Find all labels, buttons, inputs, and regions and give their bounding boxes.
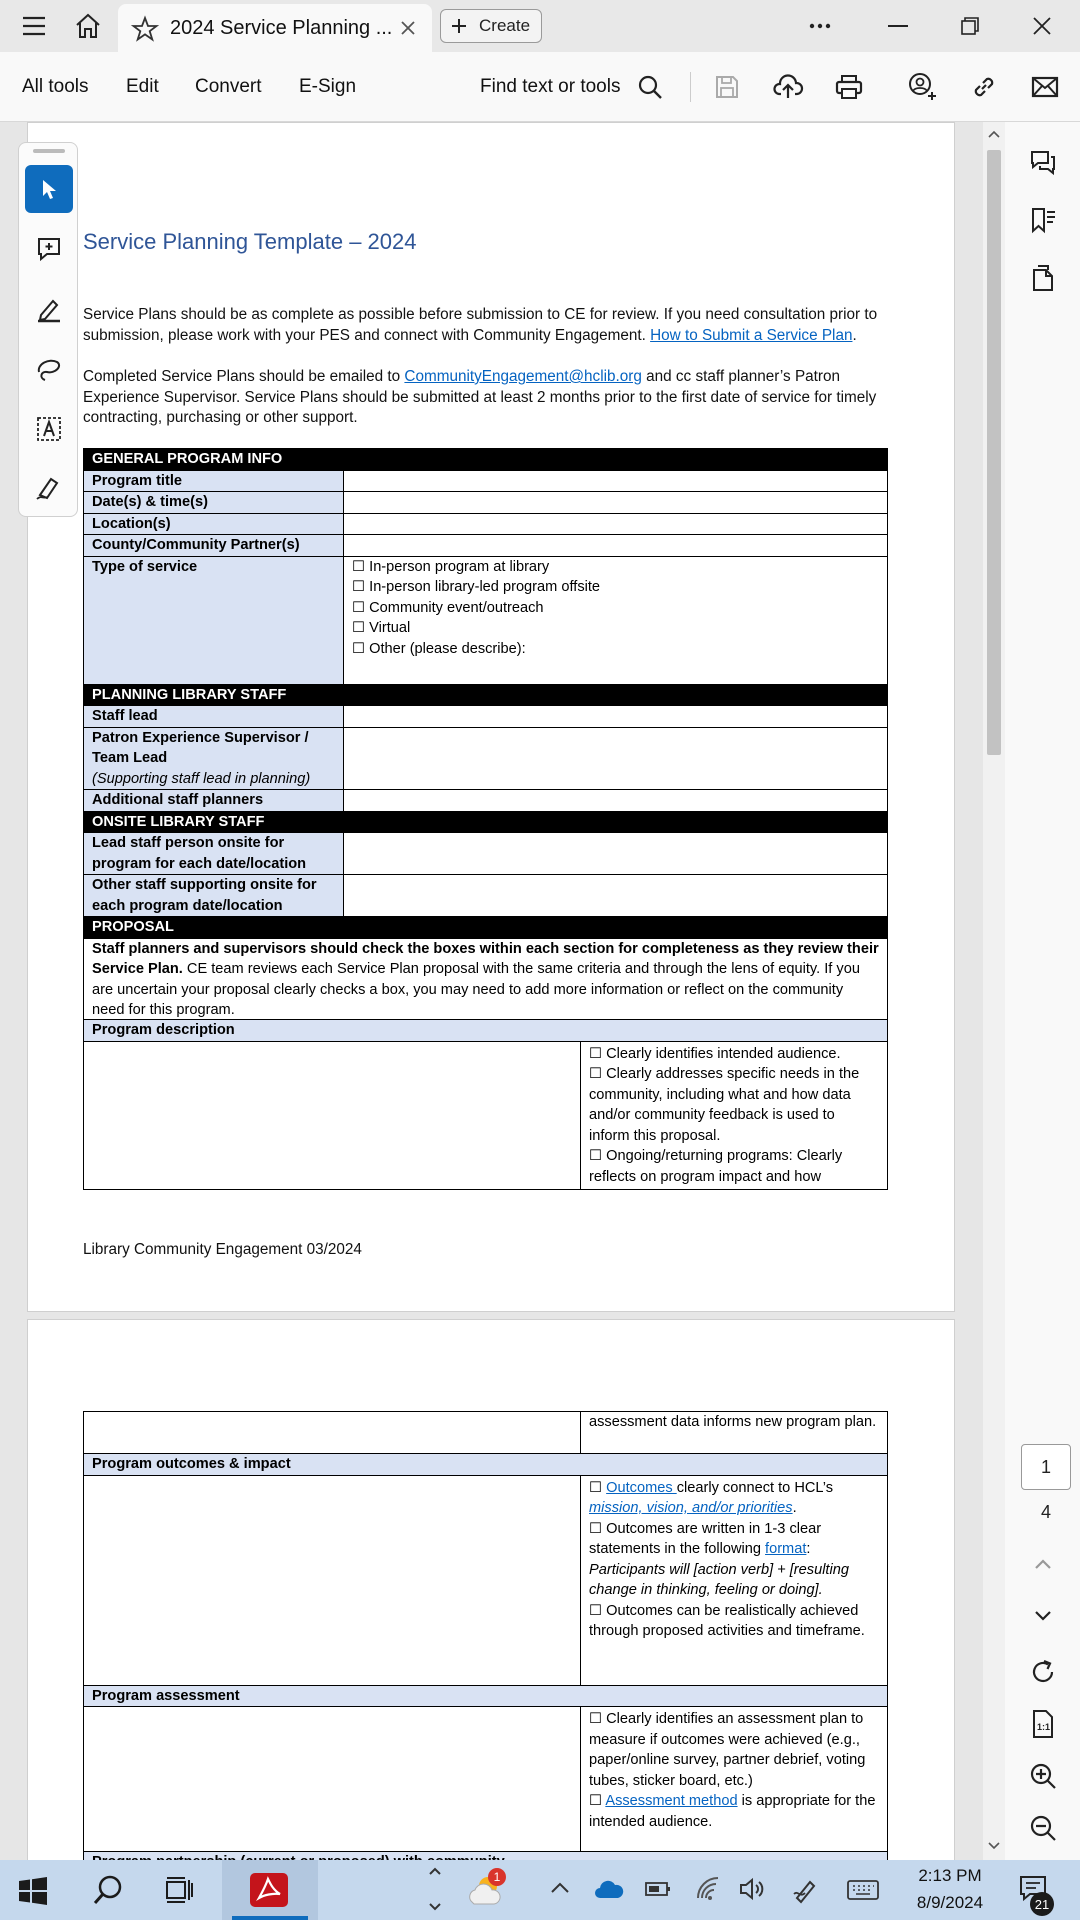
- next-page-icon[interactable]: [1023, 1596, 1063, 1636]
- onedrive-icon[interactable]: [594, 1878, 624, 1900]
- locations-label: Location(s): [84, 513, 344, 535]
- wifi-icon[interactable]: [694, 1876, 722, 1902]
- checklist-item[interactable]: ☐ Clearly identifies an assessment plan to measure if outcomes were achieved (e.g., paper/online survey, partner debrief, voting tubes, sticker board, etc.): [589, 1711, 866, 1789]
- bookmarks-icon[interactable]: [1023, 200, 1063, 240]
- email-link[interactable]: CommunityEngagement@hclib.org: [404, 368, 642, 385]
- checklist-item[interactable]: ☐ Ongoing/returning programs: Clearly reflects on program impact and how: [589, 1148, 843, 1185]
- zoom-out-icon[interactable]: [1023, 1808, 1063, 1848]
- volume-icon[interactable]: [738, 1876, 768, 1902]
- windows-taskbar: [0, 1860, 1080, 1920]
- checklist-item[interactable]: ☐ Clearly addresses specific needs in the community, including what and how data and/or community feedback is used to inform this proposal.: [589, 1066, 860, 1144]
- service-option-checkbox[interactable]: ☐ Other (please describe):: [352, 640, 526, 657]
- program-outcomes-field[interactable]: [84, 1475, 581, 1685]
- service-option-checkbox[interactable]: ☐ In-person program at library: [352, 558, 550, 575]
- minimize-icon[interactable]: [876, 0, 920, 52]
- zoom-in-icon[interactable]: [1023, 1756, 1063, 1796]
- taskbar-scroll-up-icon[interactable]: [428, 1866, 442, 1876]
- toolbar-divider: [690, 72, 691, 102]
- planning-staff-header: PLANNING LIBRARY STAFF: [84, 684, 888, 706]
- scroll-up-icon[interactable]: [988, 130, 1000, 138]
- notification-center-icon[interactable]: [1018, 1874, 1050, 1912]
- restore-icon[interactable]: [948, 0, 992, 52]
- program-description-table: [83, 1019, 888, 1190]
- program-title-field[interactable]: [344, 470, 888, 492]
- share-user-icon[interactable]: [904, 69, 940, 105]
- pes-field[interactable]: [344, 727, 888, 790]
- checklist-item[interactable]: ☐ Outcomes clearly connect to HCL’s mission, vision, and/or priorities.: [589, 1479, 833, 1516]
- additional-planners-label: Additional staff planners: [84, 790, 344, 812]
- create-button[interactable]: [440, 9, 542, 43]
- type-of-service-options: [344, 556, 888, 684]
- acrobat-taskbar-button[interactable]: [222, 1860, 318, 1920]
- proposal-instructions: Staff planners and supervisors should check the boxes within each section for completeness as they review their Service Plan. CE team reviews each Service Plan proposal with the same criteria and through the lens of equity. If you are uncertain your proposal clearly checks a box, you may need to add more information or reflect on the community need for this program.: [84, 938, 888, 1021]
- taskbar-scroll-down-icon[interactable]: [428, 1902, 442, 1912]
- dates-field[interactable]: [344, 492, 888, 514]
- general-program-info-header: GENERAL PROGRAM INFO: [84, 449, 888, 471]
- battery-icon[interactable]: [644, 1880, 672, 1898]
- draw-freeform-icon[interactable]: [25, 345, 73, 393]
- svg-text:1:1: 1:1: [1037, 1722, 1051, 1732]
- add-comment-icon[interactable]: [25, 225, 73, 273]
- checklist-item[interactable]: ☐ Assessment method is appropriate for the intended audience.: [589, 1793, 876, 1830]
- page2-form-table: [83, 1411, 888, 1874]
- close-window-icon[interactable]: [1020, 0, 1064, 52]
- show-hidden-icons-icon[interactable]: [550, 1880, 570, 1894]
- esign-menu[interactable]: E-Sign: [299, 76, 357, 97]
- menu-icon[interactable]: [12, 0, 56, 52]
- service-option-checkbox[interactable]: ☐ In-person library-led program offsite: [352, 579, 601, 595]
- active-app-indicator: [232, 1916, 308, 1920]
- cloud-upload-icon[interactable]: [770, 69, 806, 105]
- checklist-item[interactable]: ☐ Clearly identifies intended audience.: [589, 1045, 841, 1062]
- intro-paragraph-2: Completed Service Plans should be emailed to CommunityEngagement@hclib.org and cc staff planner’s Patron Experience Supervisor. Service Plans should be submitted at least 2 months prior to the first date of service for timely contracting, purchasing or other support.: [83, 368, 877, 426]
- weather-icon[interactable]: [466, 1872, 506, 1908]
- star-icon[interactable]: [132, 16, 158, 42]
- close-tab-icon[interactable]: [400, 20, 416, 36]
- pes-label: Patron Experience Supervisor / Team Lead (Supporting staff lead in planning): [84, 727, 344, 790]
- clock-date[interactable]: 8/9/2024: [916, 1893, 984, 1912]
- lead-onsite-label: Lead staff person onsite for program for each date/location: [84, 833, 344, 875]
- scrollbar-thumb[interactable]: [987, 150, 1001, 755]
- more-options-icon[interactable]: [800, 0, 840, 52]
- assessment-checklist: [581, 1707, 888, 1852]
- comments-panel-icon[interactable]: [1023, 142, 1063, 182]
- sign-pen-icon[interactable]: [25, 463, 73, 511]
- continued-checklist-text: assessment data informs new program plan.: [581, 1412, 888, 1454]
- program-description-header: Program description: [84, 1020, 888, 1042]
- program-title-label: Program title: [84, 470, 344, 492]
- weather-badge: 1: [488, 1868, 506, 1886]
- proposal-header: PROPOSAL: [84, 917, 888, 939]
- program-outcomes-header: Program outcomes & impact: [84, 1454, 888, 1476]
- pages-icon[interactable]: [1023, 258, 1063, 298]
- acrobat-icon: [250, 1873, 288, 1907]
- document-tab[interactable]: [118, 4, 432, 52]
- format-link[interactable]: format: [765, 1541, 807, 1557]
- email-icon[interactable]: [1027, 69, 1063, 105]
- find-text-or-tools[interactable]: Find text or tools: [480, 76, 621, 97]
- other-onsite-field[interactable]: [344, 875, 888, 917]
- title-bar: [0, 0, 1080, 52]
- scroll-down-icon[interactable]: [988, 1842, 1000, 1850]
- pen-menu-icon[interactable]: [792, 1876, 820, 1904]
- onsite-staff-header: ONSITE LIBRARY STAFF: [84, 811, 888, 833]
- highlight-pen-icon[interactable]: [25, 285, 73, 333]
- previous-page-icon[interactable]: [1023, 1544, 1063, 1584]
- save-icon[interactable]: [709, 69, 745, 105]
- document-title: Service Planning Template – 2024: [83, 229, 417, 254]
- outcomes-checklist: [581, 1475, 888, 1685]
- assessment-method-link[interactable]: Assessment method: [605, 1793, 738, 1809]
- description-checklist: [581, 1041, 888, 1189]
- drag-handle[interactable]: [33, 149, 65, 153]
- partners-field[interactable]: [344, 535, 888, 557]
- checklist-item[interactable]: ☐ Outcomes can be realistically achieved through proposed activities and timeframe.: [589, 1602, 865, 1639]
- lead-onsite-field[interactable]: [344, 833, 888, 875]
- edit-menu[interactable]: Edit: [126, 76, 159, 97]
- all-tools-menu[interactable]: All tools: [22, 76, 89, 97]
- actual-size-icon[interactable]: [1023, 1704, 1063, 1744]
- checklist-item[interactable]: ☐ Outcomes are written in 1-3 clear statements in the following format: Participants will [action verb] + [resulting change in thinking, feeling or doing].: [589, 1520, 849, 1598]
- total-pages: 4: [1040, 1502, 1051, 1522]
- service-plan-form-table: [83, 448, 888, 1022]
- print-icon[interactable]: [831, 69, 867, 105]
- plus-icon: [451, 18, 467, 34]
- program-description-field[interactable]: [84, 1041, 581, 1189]
- how-to-submit-link[interactable]: How to Submit a Service Plan: [650, 326, 853, 344]
- staff-lead-field[interactable]: [344, 706, 888, 728]
- touch-keyboard-icon[interactable]: [846, 1878, 880, 1902]
- rotate-icon[interactable]: [1023, 1652, 1063, 1692]
- tab-title: 2024 Service Planning ...: [170, 17, 393, 39]
- other-onsite-label: Other staff supporting onsite for each program date/location: [84, 875, 344, 917]
- right-side-panel: [1005, 122, 1080, 1860]
- windows-start-icon[interactable]: [18, 1876, 48, 1906]
- locations-field[interactable]: [344, 513, 888, 535]
- home-icon[interactable]: [66, 0, 110, 52]
- additional-planners-field[interactable]: [344, 790, 888, 812]
- vertical-scrollbar[interactable]: [983, 122, 1005, 1860]
- main-toolbar: [0, 52, 1080, 122]
- page-footer: Library Community Engagement 03/2024: [83, 1241, 362, 1258]
- link-icon[interactable]: [966, 69, 1002, 105]
- outcomes-link[interactable]: Outcomes: [606, 1479, 677, 1496]
- program-assessment-header: Program assessment: [84, 1685, 888, 1707]
- task-view-icon[interactable]: [164, 1876, 194, 1904]
- search-icon[interactable]: [632, 69, 668, 105]
- quick-tools-panel: [18, 142, 78, 517]
- type-of-service-label: Type of service: [84, 556, 344, 684]
- select-tool-icon[interactable]: [25, 165, 73, 213]
- service-option-checkbox[interactable]: ☐ Virtual: [352, 620, 411, 636]
- pdf-page-1: [27, 122, 955, 1312]
- taskbar-search-icon[interactable]: [92, 1874, 124, 1906]
- pdf-page-2: [27, 1319, 955, 1919]
- partners-label: County/Community Partner(s): [84, 535, 344, 557]
- clock-time[interactable]: 2:13 PM: [918, 1866, 982, 1885]
- continued-description-field[interactable]: [84, 1412, 581, 1454]
- staff-lead-label: Staff lead: [84, 706, 344, 728]
- intro-paragraph-1: Service Plans should be as complete as possible before submission to CE for review. If you need consultation prior to submission, please work with your PES and connect with Community Engagement. How to Submit a Service Plan.: [83, 306, 878, 344]
- notification-count: 21: [1030, 1892, 1054, 1916]
- service-option-checkbox[interactable]: ☐ Community event/outreach: [352, 599, 544, 616]
- dates-label: Date(s) & time(s): [84, 492, 344, 514]
- current-page-input[interactable]: 1: [1021, 1444, 1071, 1490]
- create-label: Create: [479, 16, 531, 35]
- mission-link[interactable]: mission, vision, and/or priorities: [589, 1500, 793, 1516]
- program-assessment-field[interactable]: [84, 1707, 581, 1852]
- convert-menu[interactable]: Convert: [195, 76, 262, 97]
- document-viewport[interactable]: [0, 122, 1080, 1860]
- text-box-icon[interactable]: [25, 405, 73, 453]
- pes-note: (Supporting staff lead in planning): [92, 770, 311, 787]
